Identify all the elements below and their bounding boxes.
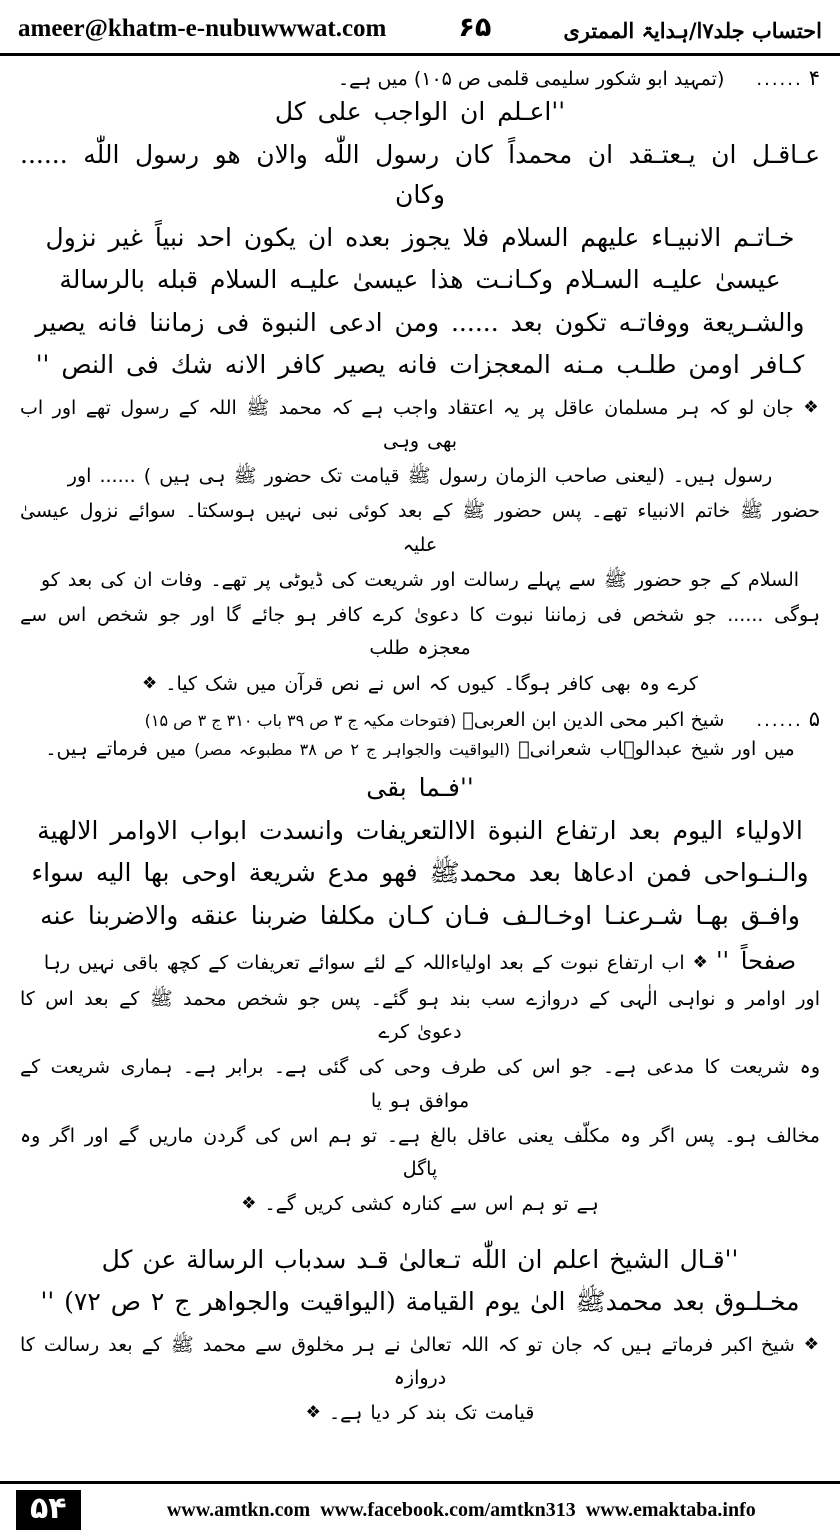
item-5-urdu xyxy=(20,942,820,1222)
section-spacer xyxy=(20,1228,820,1240)
flower-ornament-icon: ❖ xyxy=(692,952,708,973)
urdu-line: السلام کے جو حضور ﷺ سے پہلے رسالت اور شریعت کی ڈیوٹی پر تھے۔ وفات ان کی بعد کو xyxy=(40,568,800,591)
arabic-line: ''قـال الشیخ اعلم ان اللّٰه تـعالیٰ قـد سدباب الرسالة عن کل xyxy=(101,1244,739,1274)
footer-link-emaktaba[interactable]: www.emaktaba.info xyxy=(585,1498,756,1521)
arabic-line: خـاتـم الانبیـاء علیهم السلام فلا یجوز بعده ان یکون احد نبیاً غیر نزول xyxy=(45,222,795,252)
footer-links xyxy=(99,1499,824,1522)
item-5-subheading: میں اور شیخ عبدالوہاب شعرانیؒ (الیواقیت والجواہر ج ۲ ص ۳۸ مطبوعہ مصر) میں فرماتے ہیں۔ xyxy=(45,737,795,760)
page-header xyxy=(0,0,840,49)
arabic-line: ''فـما بقی xyxy=(366,773,474,802)
item-5-dots: ...... xyxy=(756,709,803,731)
arabic-line: عـاقـل ان یـعتـقد ان محمداً کان رسول اللّٰه والان هو رسول اللّٰه ...... وکان xyxy=(20,139,820,209)
footer-bar xyxy=(0,1484,840,1540)
flower-ornament-icon: ❖ xyxy=(305,1402,321,1423)
urdu-line: قیامت تک بند کر دیا ہے۔ ❖ xyxy=(305,1402,535,1425)
item-4-number: ۴ xyxy=(808,66,820,90)
arabic-line: الاولیاء الیوم بعد ارتفاع النبوة الاالتعریفات وانسدت ابواب الاوامر الالهیة xyxy=(37,815,803,845)
footer-link-website[interactable]: www.amtkn.com xyxy=(166,1498,311,1521)
page-content xyxy=(0,56,840,1430)
arabic-tail: صفحاً '' xyxy=(715,947,797,975)
footer-link-facebook[interactable]: www.facebook.com/amtkn313 xyxy=(320,1498,576,1521)
urdu-line: رسول ہیں۔ (لیعنی صاحب الزمان رسول ﷺ قیامت تک حضور ﷺ ہی ہیں ) ...... اور xyxy=(67,465,773,487)
urdu-line: ❖ شیخ اکبر فرماتے ہیں کہ جان تو کہ اللہ تعالیٰ نے ہر مخلوق سے محمد ﷺ کے بعد رسالت کا دروازہ xyxy=(20,1333,820,1389)
page-footer xyxy=(0,1481,840,1540)
arabic-line: مخـلـوق بعد محمدﷺ الیٰ یوم القیامة (الیواقیت والجواهر ج ۲ ص ۷۲) '' xyxy=(40,1287,800,1317)
item-5-author: شیخ اکبر محی الدین ابن العربیؒ xyxy=(462,708,725,731)
flower-ornament-icon: ❖ xyxy=(241,1194,257,1214)
urdu-line: حضور ﷺ خاتم الانبیاء تھے۔ پس حضور ﷺ کے بعد کوئی نبی نہیں ہوسکتا۔ سوائے نزول عیسیٰ علیہ xyxy=(20,500,820,556)
flower-ornament-icon: ❖ xyxy=(803,1334,820,1355)
footer-page-number: ۵۴ xyxy=(16,1490,81,1530)
arabic-line: وافـق بهـا شـرعنـا اوخـالـف فـان کـان مکلفا ضربنا عنقه والاضربنا عنه xyxy=(40,900,800,930)
urdu-line: ہوگی ...... جو شخص فی زماننا نبوت کا دعویٰ کرے کافر ہو جائے گا اور جو شخص اس سے معجزہ طلب xyxy=(20,604,820,660)
item-6-arabic xyxy=(20,1240,820,1323)
header-page-number: ۶۵ xyxy=(458,12,492,43)
urdu-line: اور اوامر و نواہی الٰہی کے دروازے سب بند ہو گئے۔ پس جو شخص محمد ﷺ کے بعد اس کا دعویٰ کرے xyxy=(20,987,820,1044)
item-4-arabic xyxy=(20,92,820,386)
urdu-line: ❖ جان لو کہ ہر مسلمان عاقل پر یہ اعتقاد واجب ہے کہ محمد ﷺ اللہ کے رسول تھے اور اب بھی وہی xyxy=(20,396,820,452)
item-4-urdu xyxy=(20,392,820,701)
item-4-dots: ...... xyxy=(756,69,803,90)
item-5-arabic xyxy=(20,768,820,936)
arabic-line: والشـریعة ووفاتـه تكون بعد ...... ومن ادعی النبوة فی زماننا فانه یصیر xyxy=(35,307,805,337)
item-5-number: ۵ xyxy=(808,706,820,731)
item-5-heading xyxy=(20,707,820,731)
item-5-source: (فتوحات مکیہ ج ۳ ص ۳۹ باب ۳۱۰ ج ۳ ص ۱۵) xyxy=(144,710,457,730)
header-email: ameer@khatm-e-nubuwwwat.com xyxy=(18,15,387,42)
urdu-line: صفحاً '' ❖ اب ارتفاع نبوت کے بعد اولیاءاللہ کے لئے سوائے تعریفات کے کچھ باقی نہیں رہا xyxy=(43,947,797,975)
urdu-line: مخالف ہو۔ پس اگر وہ مکلّف یعنی عاقل بالغ ہے۔ تو ہم اس کی گردن ماریں گے اور اگر وہ پاگل xyxy=(20,1124,820,1181)
arabic-line: ''اعـلم ان الواجب علی کل xyxy=(274,97,566,126)
item-4-source: (تمہید ابو شکور سلیمی قلمی ص ۱۰۵) میں ہے۔ xyxy=(338,68,725,90)
arabic-line: کـافر اومن طلـب مـنه المعجزات فانه یصیر کافر الانه شك فی النص '' xyxy=(35,350,805,379)
arabic-line: والـنـواحی فمن ادعاها بعد محمدﷺ فهو مدع شریعة اوحی بها الیه سواء xyxy=(31,858,809,887)
urdu-line: ہے تو ہم اس سے کنارہ کشی کریں گے۔ ❖ xyxy=(241,1193,599,1216)
item-6-urdu xyxy=(20,1329,820,1431)
item-4-heading xyxy=(20,66,820,90)
header-book-title: احتساب جلد۷ا/ہدایۃ الممتری xyxy=(563,18,822,43)
flower-ornament-icon: ❖ xyxy=(803,397,820,418)
urdu-line: کرے وہ بھی کافر ہوگا۔ کیوں کہ اس نے نص قرآن میں شک کیا۔ ❖ xyxy=(142,672,698,695)
arabic-line: عیسیٰ علیـه السـلام وکـانـت هذا عیسیٰ علیـه السلام قبله بالرسالة xyxy=(59,265,781,294)
flower-ornament-icon: ❖ xyxy=(142,673,158,694)
urdu-line: وہ شریعت کا مدعی ہے۔ جو اس کی طرف وحی کی گئی ہے۔ برابر ہے۔ ہماری شریعت کے موافق ہو یا xyxy=(20,1056,820,1112)
